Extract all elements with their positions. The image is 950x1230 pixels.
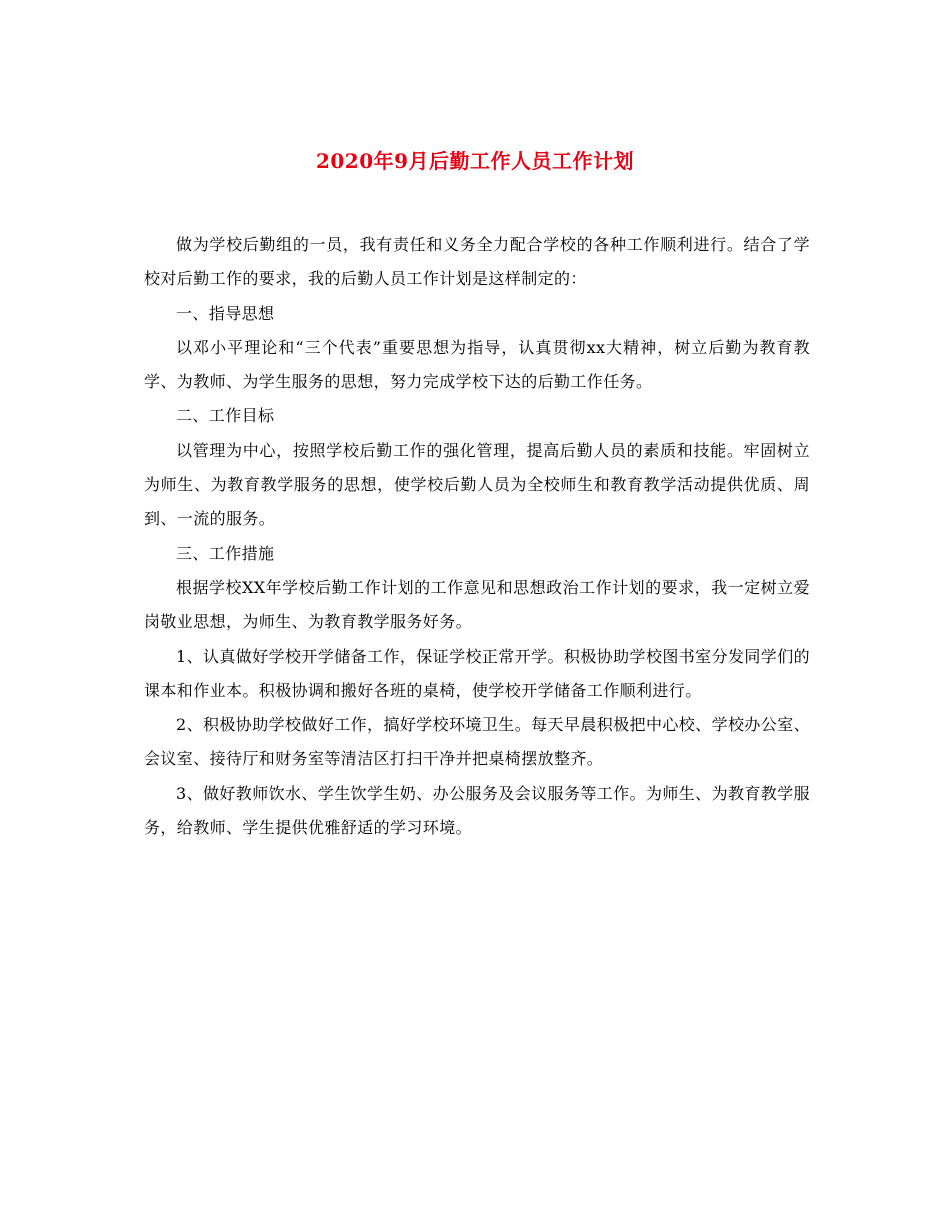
- heading-work-goals: 二、工作目标: [176, 406, 275, 426]
- paragraph-work-measures: 根据学校XX年学校后勤工作计划的工作意见和思想政治工作计划的要求，我一定树立爱岗敬业思想，为师生、为教育教学服务好务。: [144, 577, 810, 632]
- list-item-measure-2: 2、积极协助学校做好工作，搞好学校环境卫生。每天早晨积极把中心校、学校办公室、会议室、接待厅和财务室等清洁区打扫干净并把桌椅摆放整齐。: [144, 715, 810, 769]
- paragraph-work-goals: 以管理为中心，按照学校后勤工作的强化管理，提高后勤人员的素质和技能。牢固树立为师生、为教育教学服务的思想，使学校后勤人员为全校师生和教育教学活动提供优质、周到、一流的服务。: [144, 440, 810, 529]
- paragraph-guiding-ideology: 以邓小平理论和“三个代表”重要思想为指导，认真贯彻xx大精神，树立后勤为教育教学、为教师、为学生服务的思想，努力完成学校下达的后勤工作任务。: [144, 337, 810, 392]
- document-body: [144, 228, 810, 845]
- heading-guiding-ideology: 一、指导思想: [176, 303, 275, 323]
- document-title: 2020年9月后勤工作人员工作计划: [315, 149, 635, 173]
- list-item-measure-3: 3、做好教师饮水、学生饮学生奶、办公服务及会议服务等工作。为师生、为教育教学服务，给教师、学生提供优雅舒适的学习环境。: [144, 783, 810, 838]
- paragraph-intro: 做为学校后勤组的一员，我有责任和义务全力配合学校的各种工作顺利进行。结合了学校对后勤工作的要求，我的后勤人员工作计划是这样制定的：: [144, 235, 810, 289]
- list-item-measure-1: 1、认真做好学校开学储备工作，保证学校正常开学。积极协助学校图书室分发同学们的课本和作业本。积极协调和搬好各班的桌椅，使学校开学储备工作顺利进行。: [144, 646, 810, 700]
- heading-work-measures: 三、工作措施: [176, 543, 275, 563]
